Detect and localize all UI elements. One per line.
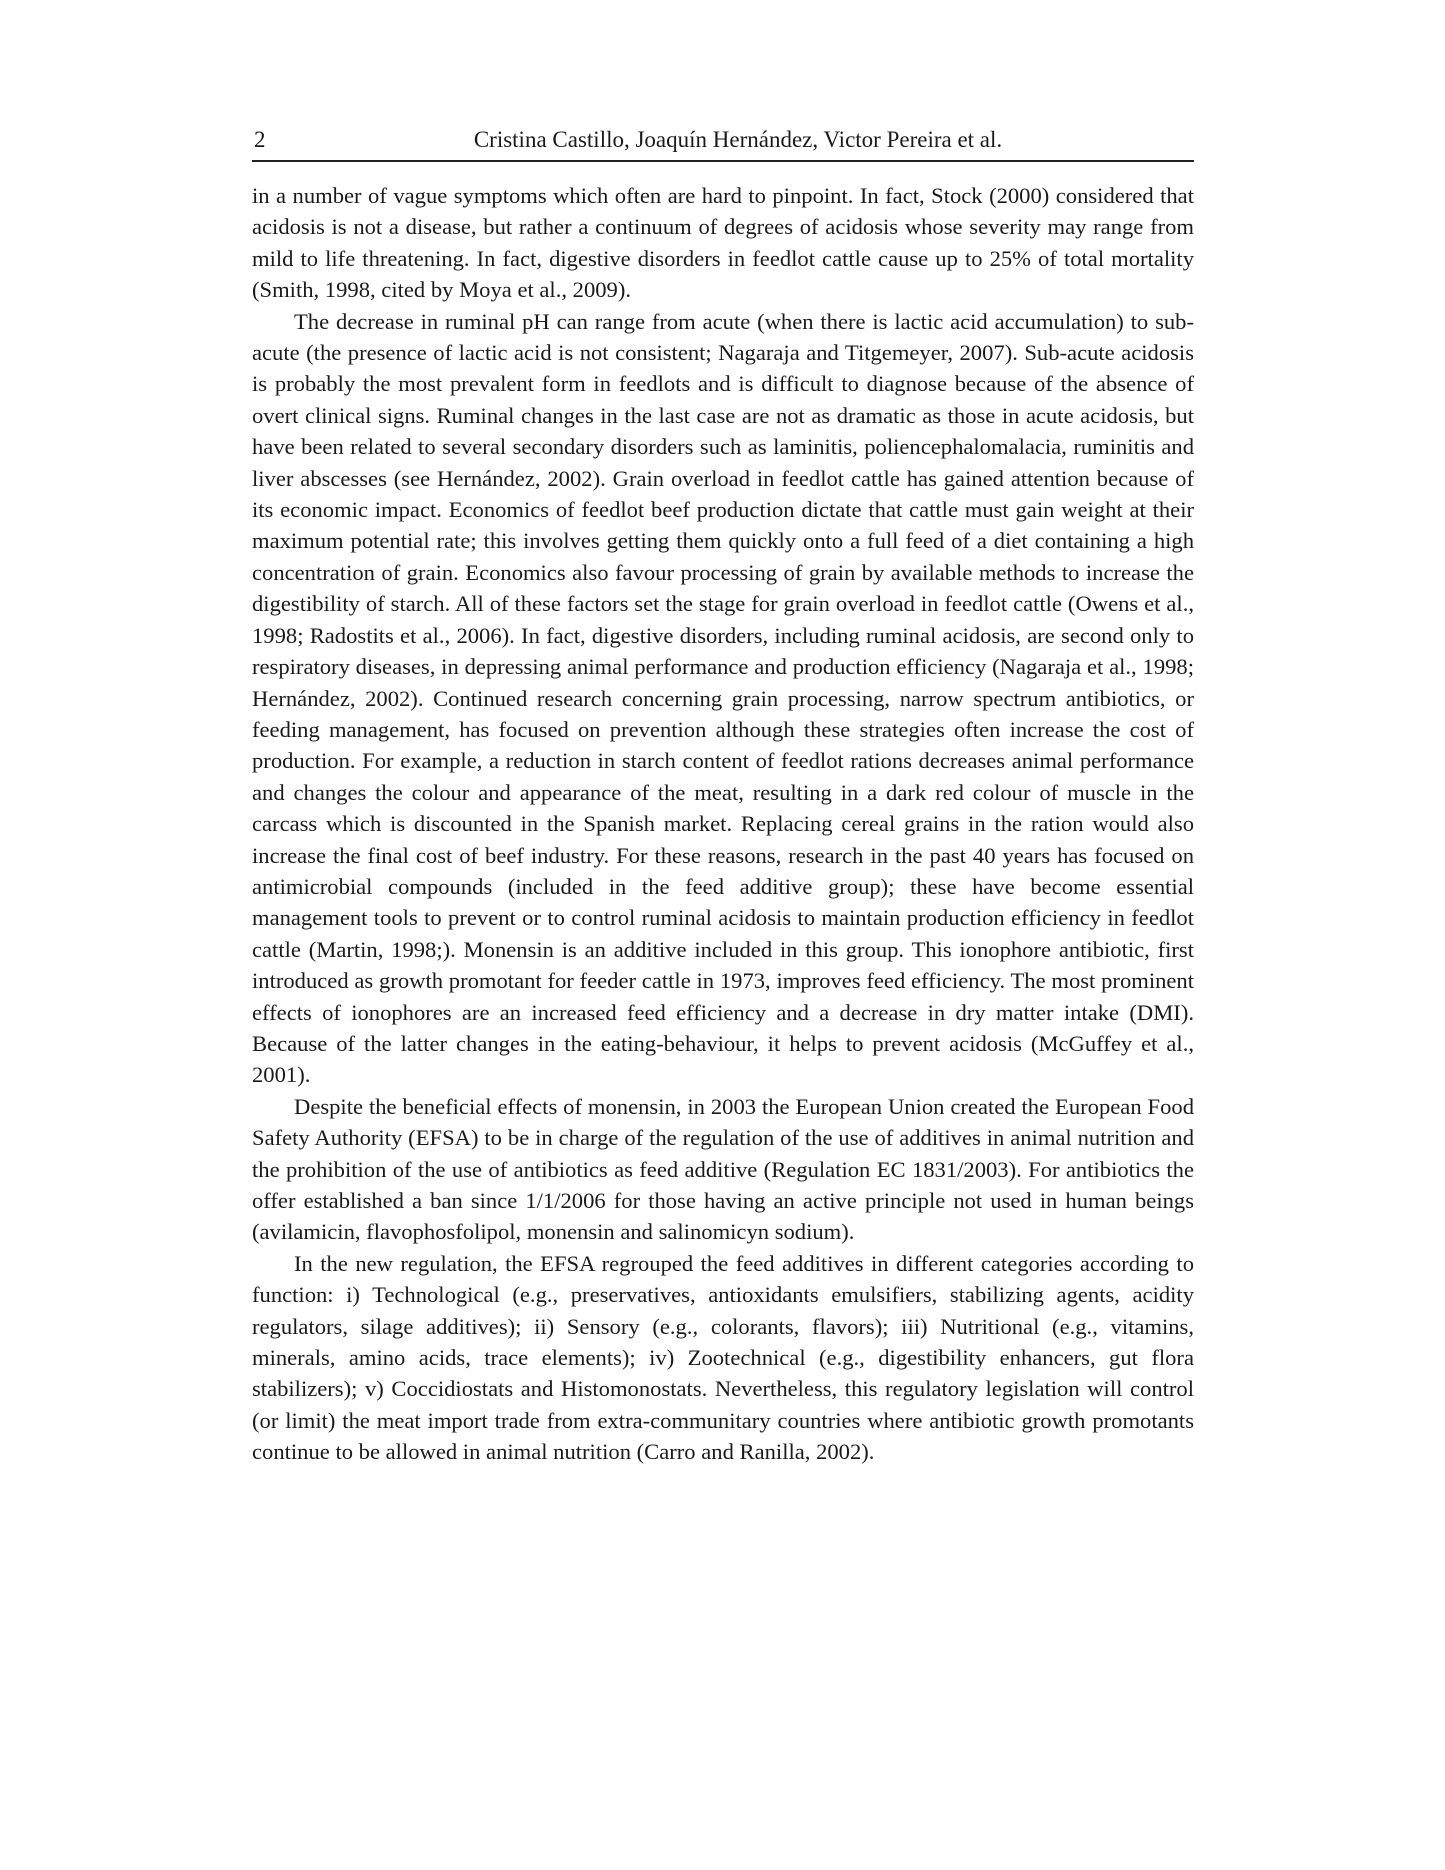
paragraph-continued: in a number of vague symptoms which often are hard to pinpoint. In fact, Stock (2000) considered that acidosis is not a disease, but rather a continuum of degrees of acidosis whose severity may range from mild to life threatening. In fact, digestive disorders in feedlot cattle cause up to 25% of total mortality (Smith, 1998, cited by Moya et al., 2009). bbox=[252, 183, 1194, 303]
running-header bbox=[252, 120, 1194, 162]
page-number: 2 bbox=[254, 127, 266, 152]
header-authors: Cristina Castillo, Joaquín Hernández, Victor Pereira et al. bbox=[473, 127, 1003, 152]
body-text bbox=[252, 180, 1194, 1468]
paragraph-additive-categories: In the new regulation, the EFSA regrouped the feed additives in different categories according to function: i) Technological (e.g., preservatives, antioxidants emulsifiers, stabilizing agents, acidity regulators, silage additives); ii) Sensory (e.g., colorants, flavors); iii) Nutritional (e.g., vitamins, minerals, amino acids, trace elements); iv) Zootechnical (e.g., digestibility enhancers, gut flora stabilizers); v) Coccidiostats and Histomonostats. Nevertheless, this regulatory legislation will control (or limit) the meat import trade from extra-communitary countries where antibiotic growth promotants continue to be allowed in animal nutrition (Carro and Ranilla, 2002). bbox=[252, 1250, 1194, 1465]
paragraph-ruminal-ph: The decrease in ruminal pH can range from acute (when there is lactic acid accumulation) to sub-acute (the presence of lactic acid is not consistent; Nagaraja and Titgemeyer, 2007). Sub-acute acidosis is probably the most prevalent form in feedlots and is difficult to diagnose because of the absence of overt clinical signs. Ruminal changes in the last case are not as dramatic as those in acute acidosis, but have been related to several secondary disorders such as laminitis, poliencephalomalacia, ruminitis and liver abscesses (see Hernández, 2002). Grain overload in feedlot cattle has gained attention because of its economic impact. Economics of feedlot beef production dictate that cattle must gain weight at their maximum potential rate; this involves getting them quickly onto a full feed of a diet containing a high concentration of grain. Economics also favour processing of grain by available methods to increase the digestibility of starch. All of these factors set the stage for grain overload in feedlot cattle (Owens et al., 1998; Radostits et al., 2006). In fact, digestive disorders, including ruminal acidosis, are second only to respiratory diseases, in depressing animal performance and production efficiency (Nagaraja et al., 1998; Hernández, 2002). Continued research concerning grain processing, narrow spectrum antibiotics, or feeding management, has focused on prevention although these strategies often increase the cost of production. For example, a reduction in starch content of feedlot rations decreases animal performance and changes the colour and appearance of the meat, resulting in a dark red colour of muscle in the carcass which is discounted in the Spanish market. Replacing cereal grains in the ration would also increase the final cost of beef industry. For these reasons, research in the past 40 years has focused on antimicrobial compounds (included in the feed additive group); these have become essential management tools to prevent or to control ruminal acidosis to maintain production efficiency in feedlot cattle (Martin, 1998;). Monensin is an additive included in this group. This ionophore antibiotic, first introduced as growth promotant for feeder cattle in 1973, improves feed efficiency. The most prominent effects of ionophores are an increased feed efficiency and a decrease in dry matter intake (DMI). Because of the latter changes in the eating-behaviour, it helps to prevent acidosis (McGuffey et al., 2001). bbox=[252, 308, 1194, 1088]
paragraph-efsa-ban: Despite the beneficial effects of monensin, in 2003 the European Union created the European Food Safety Authority (EFSA) to be in charge of the regulation of the use of additives in animal nutrition and the prohibition of the use of antibiotics as feed additive (Regulation EC 1831/2003). For antibiotics the offer established a ban since 1/1/2006 for those having an active principle not used in human beings (avilamicin, flavophosfolipol, monensin and salinomicyn sodium). bbox=[252, 1093, 1194, 1245]
page bbox=[252, 120, 1194, 1468]
